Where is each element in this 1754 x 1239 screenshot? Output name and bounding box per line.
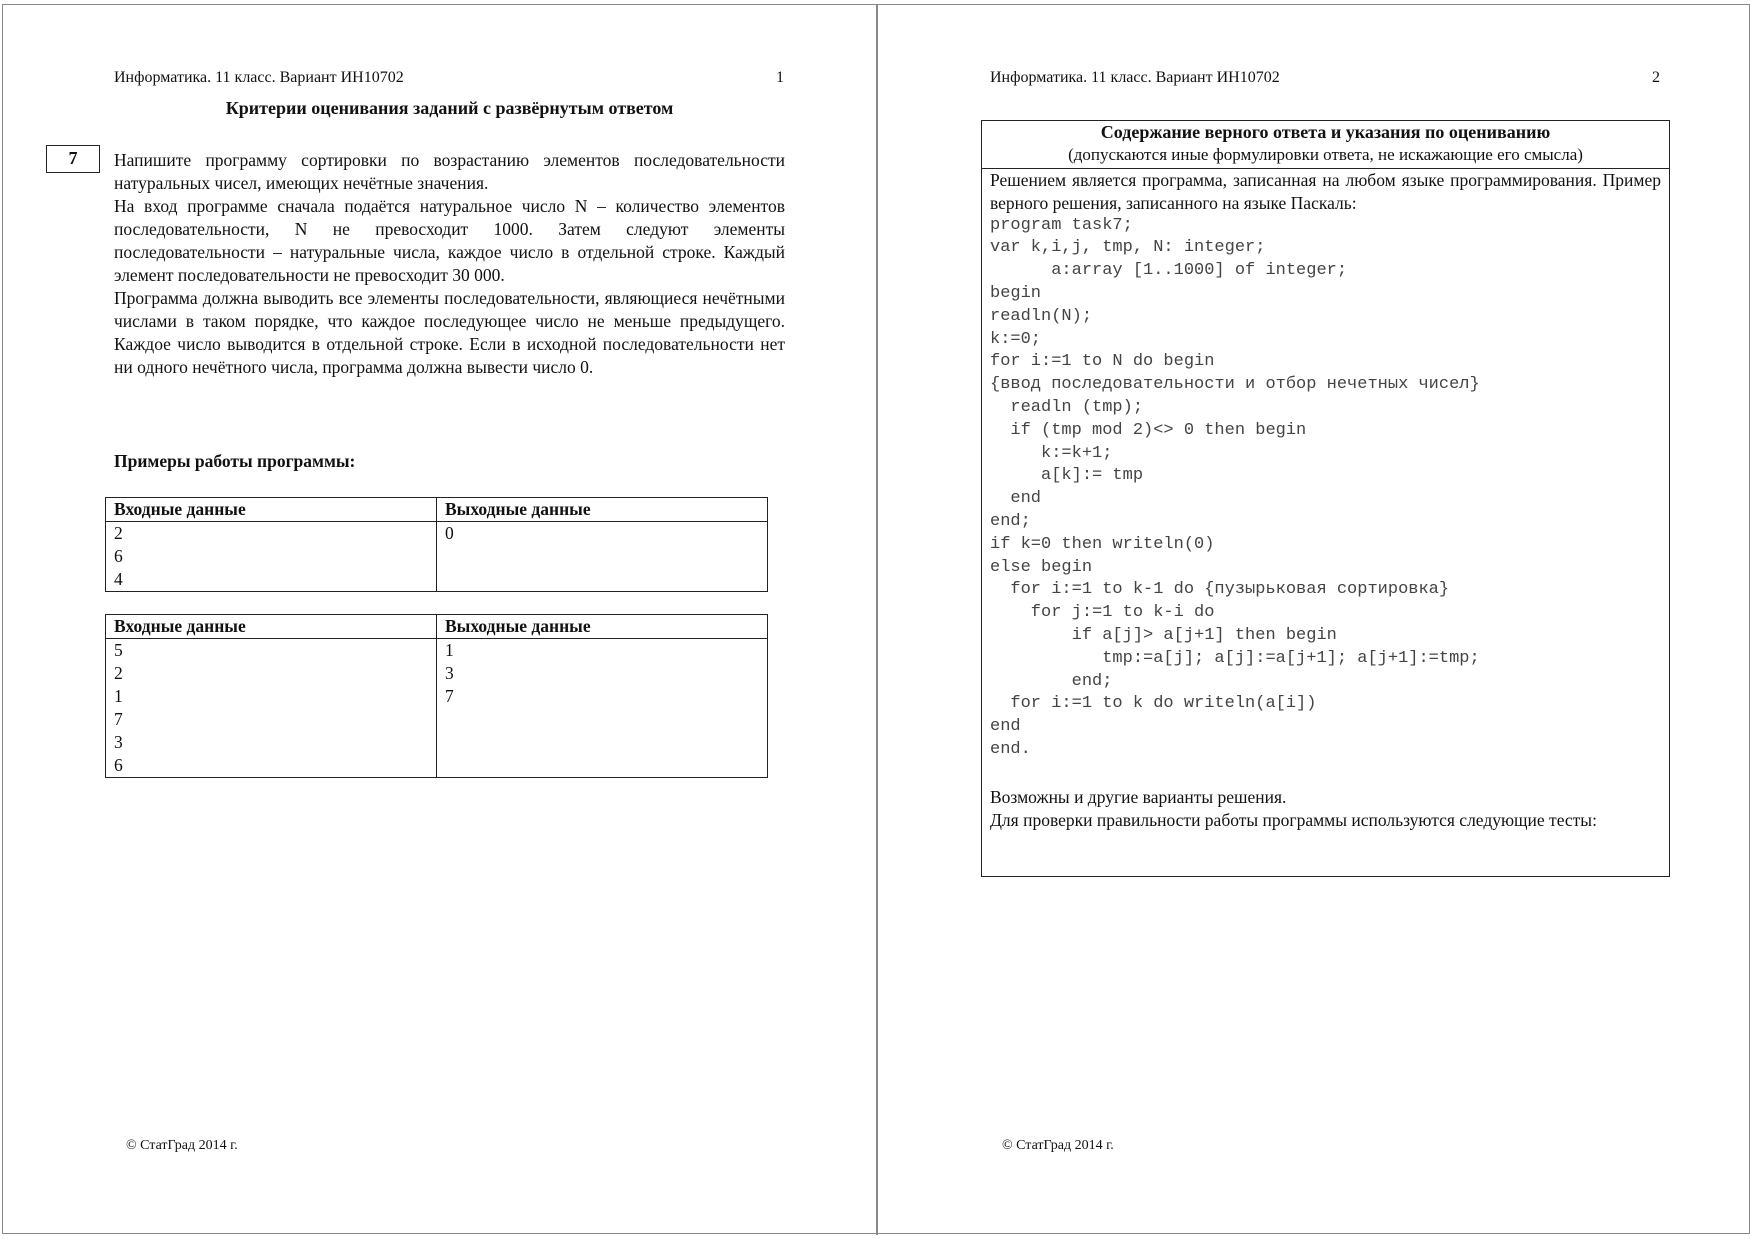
answer-box-body — [982, 169, 1669, 831]
page1-title: Критерии оценивания заданий с развёрнутым ответом — [225, 98, 674, 118]
answer-box-header — [982, 121, 1669, 169]
input-cell: 7 — [106, 708, 437, 731]
task-text — [114, 149, 785, 379]
table-row — [106, 685, 768, 708]
output-cell: 3 — [437, 662, 768, 685]
input-cell: 4 — [106, 568, 437, 592]
table-row — [106, 708, 768, 731]
page2-header: Информатика. 11 класс. Вариант ИН10702 — [990, 69, 1280, 86]
input-cell: 3 — [106, 731, 437, 754]
input-cell: 5 — [106, 639, 437, 663]
table-row — [106, 522, 768, 546]
output-cell: 1 — [437, 639, 768, 663]
input-cell: 2 — [106, 522, 437, 546]
output-cell — [437, 568, 768, 592]
page1-number: 1 — [776, 69, 784, 86]
page-divider — [876, 4, 878, 1235]
column-header: Выходные данные — [437, 615, 768, 639]
note-other-solutions: Возможны и другие варианты решения. — [990, 786, 1287, 807]
column-header: Входные данные — [106, 615, 437, 639]
table-row — [106, 731, 768, 754]
column-header: Выходные данные — [437, 498, 768, 522]
output-cell — [437, 545, 768, 568]
table-row — [106, 545, 768, 568]
output-cell — [437, 731, 768, 754]
page2-number: 2 — [1652, 69, 1660, 86]
output-cell: 0 — [437, 522, 768, 546]
output-cell — [437, 754, 768, 778]
answer-box-title: Содержание верного ответа и указания по оцениванию — [1100, 122, 1551, 142]
table-row — [106, 639, 768, 663]
note-tests: Для проверки правильности работы программы используются следующие тесты: — [990, 809, 1597, 830]
page1-header: Информатика. 11 класс. Вариант ИН10702 — [114, 69, 404, 86]
answer-box — [981, 120, 1670, 877]
task-paragraph: Программа должна выводить все элементы последовательности, являющиеся нечётными числами в таком порядке, что каждое последующее число не меньше предыдущего. Каждое число выводится в отдельной строке. Если в исходной последовательности нет ни одного нечётного числа, программа должна вывести число 0. — [114, 288, 785, 377]
examples-heading: Примеры работы программы: — [114, 451, 356, 471]
task-number: 7 — [46, 145, 100, 173]
task-paragraph: Напишите программу сортировки по возрастанию элементов последовательности натуральных чисел, имеющих нечётные значения. — [114, 150, 785, 193]
table-row — [106, 662, 768, 685]
table-row — [106, 754, 768, 778]
example-table-1 — [105, 497, 768, 592]
pascal-code: program task7; var k,i,j, tmp, N: integer; a:array [1..1000] of integer; begin readln(N); k:=0; for i:=1 to N do begin {ввод последовательности и отбор нечетных чисел} readln (tmp); if (tmp mod 2)<> 0 then begin k:=k+1; a[k]:= tmp end end; if k=0 then writeln(0) else begin for i:=1 to k-1 do {пузырьковая сортировка} for j:=1 to k-i do if a[j]> a[j+1] then begin tmp:=a[j]; a[j]:=a[j+1]; a[j+1]:=tmp; end; for i:=1 to k do writeln(a[i]) end end. — [990, 215, 1480, 759]
input-cell: 2 — [106, 662, 437, 685]
input-cell: 1 — [106, 685, 437, 708]
page1-footer: © СтатГрад 2014 г. — [126, 1138, 238, 1153]
solution-intro: Решением является программа, записанная на любом языке программирования. Пример верного решения, записанного на языке Паскаль: — [990, 170, 1661, 213]
answer-box-subtitle: (допускаются иные формулировки ответа, не искажающие его смысла) — [1068, 145, 1583, 164]
page2-footer: © СтатГрад 2014 г. — [1002, 1138, 1114, 1153]
example-table-2 — [105, 614, 768, 778]
task-paragraph: На вход программе сначала подаётся натуральное число N – количество элементов последовательности, N не превосходит 1000. Затем следуют элементы последовательности – натуральные числа, каждое число в отдельной строке. Каждый элемент последовательности не превосходит 30 000. — [114, 196, 785, 285]
column-header: Входные данные — [106, 498, 437, 522]
output-cell: 7 — [437, 685, 768, 708]
table-row — [106, 568, 768, 592]
input-cell: 6 — [106, 754, 437, 778]
output-cell — [437, 708, 768, 731]
input-cell: 6 — [106, 545, 437, 568]
